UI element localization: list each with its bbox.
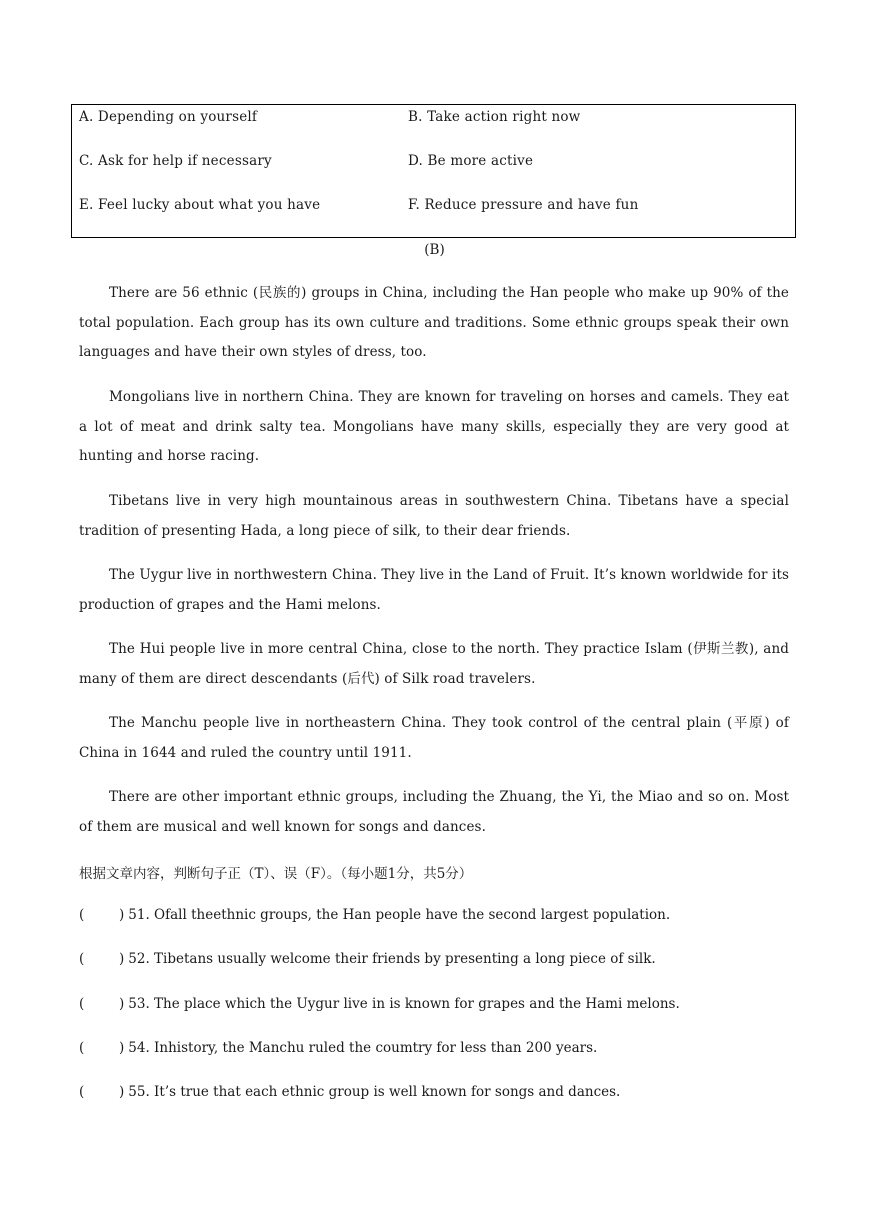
paragraph-manchu: The Manchu people live in northeastern China. They took control of the central plain (平原) of China in 1644 and ruled the country until 1911.: [79, 715, 789, 761]
option-b: B. Take action right now: [408, 109, 581, 125]
answer-blank[interactable]: ( ): [79, 1040, 125, 1056]
paragraph-others: There are other important ethnic groups, including the Zhuang, the Yi, the Miao and so on. Most of them are musical and well known for songs and dances.: [79, 789, 789, 835]
paragraph-intro: There are 56 ethnic (民族的) groups in China, including the Han people who make up 90% of the total population. Each group has its own culture and traditions. Some ethnic groups speak their own languages and have their own styles of dress, too.: [79, 285, 789, 360]
paragraph-uygur: The Uygur live in northwestern China. They live in the Land of Fruit. It’s known worldwide for its production of grapes and the Hami melons.: [79, 567, 789, 613]
section-label: (B): [424, 242, 445, 258]
answer-blank[interactable]: ( ): [79, 907, 125, 923]
answer-blank[interactable]: ( ): [79, 951, 125, 967]
paragraph-mongolians: Mongolians live in northern China. They are known for traveling on horses and camels. They eat a lot of meat and drink salty tea. Mongolians have many skills, especially they are very good at hunting and horse racing.: [79, 389, 789, 464]
instruction-text: 根据文章内容，判断句子正（T）、误（F）。（每小题1分，共5分）: [79, 866, 473, 882]
question-55: [79, 1084, 620, 1100]
question-53: [79, 996, 680, 1012]
question-text: 53. The place which the Uygur live in is known for grapes and the Hami melons.: [128, 996, 680, 1012]
answer-blank[interactable]: ( ): [79, 1084, 125, 1100]
question-text: 52. Tibetans usually welcome their friends by presenting a long piece of silk.: [128, 951, 656, 967]
paragraph-hui: The Hui people live in more central China, close to the north. They practice Islam (伊斯兰教), and many of them are direct descendants (后代) of Silk road travelers.: [79, 641, 789, 687]
question-52: [79, 951, 656, 967]
question-text: 51. Ofall theethnic groups, the Han people have the second largest population.: [128, 907, 671, 923]
question-54: [79, 1040, 597, 1056]
option-a: A. Depending on yourself: [79, 109, 258, 125]
option-d: D. Be more active: [408, 153, 534, 169]
option-c: C. Ask for help if necessary: [79, 153, 272, 169]
options-box: [71, 104, 796, 238]
option-f: F. Reduce pressure and have fun: [408, 197, 639, 213]
paragraph-tibetans: Tibetans live in very high mountainous areas in southwestern China. Tibetans have a special tradition of presenting Hada, a long piece of silk, to their dear friends.: [79, 493, 789, 539]
question-text: 55. It’s true that each ethnic group is well known for songs and dances.: [128, 1084, 621, 1100]
answer-blank[interactable]: ( ): [79, 996, 125, 1012]
question-51: [79, 907, 670, 923]
option-e: E. Feel lucky about what you have: [79, 197, 321, 213]
question-text: 54. Inhistory, the Manchu ruled the coumtry for less than 200 years.: [128, 1040, 598, 1056]
